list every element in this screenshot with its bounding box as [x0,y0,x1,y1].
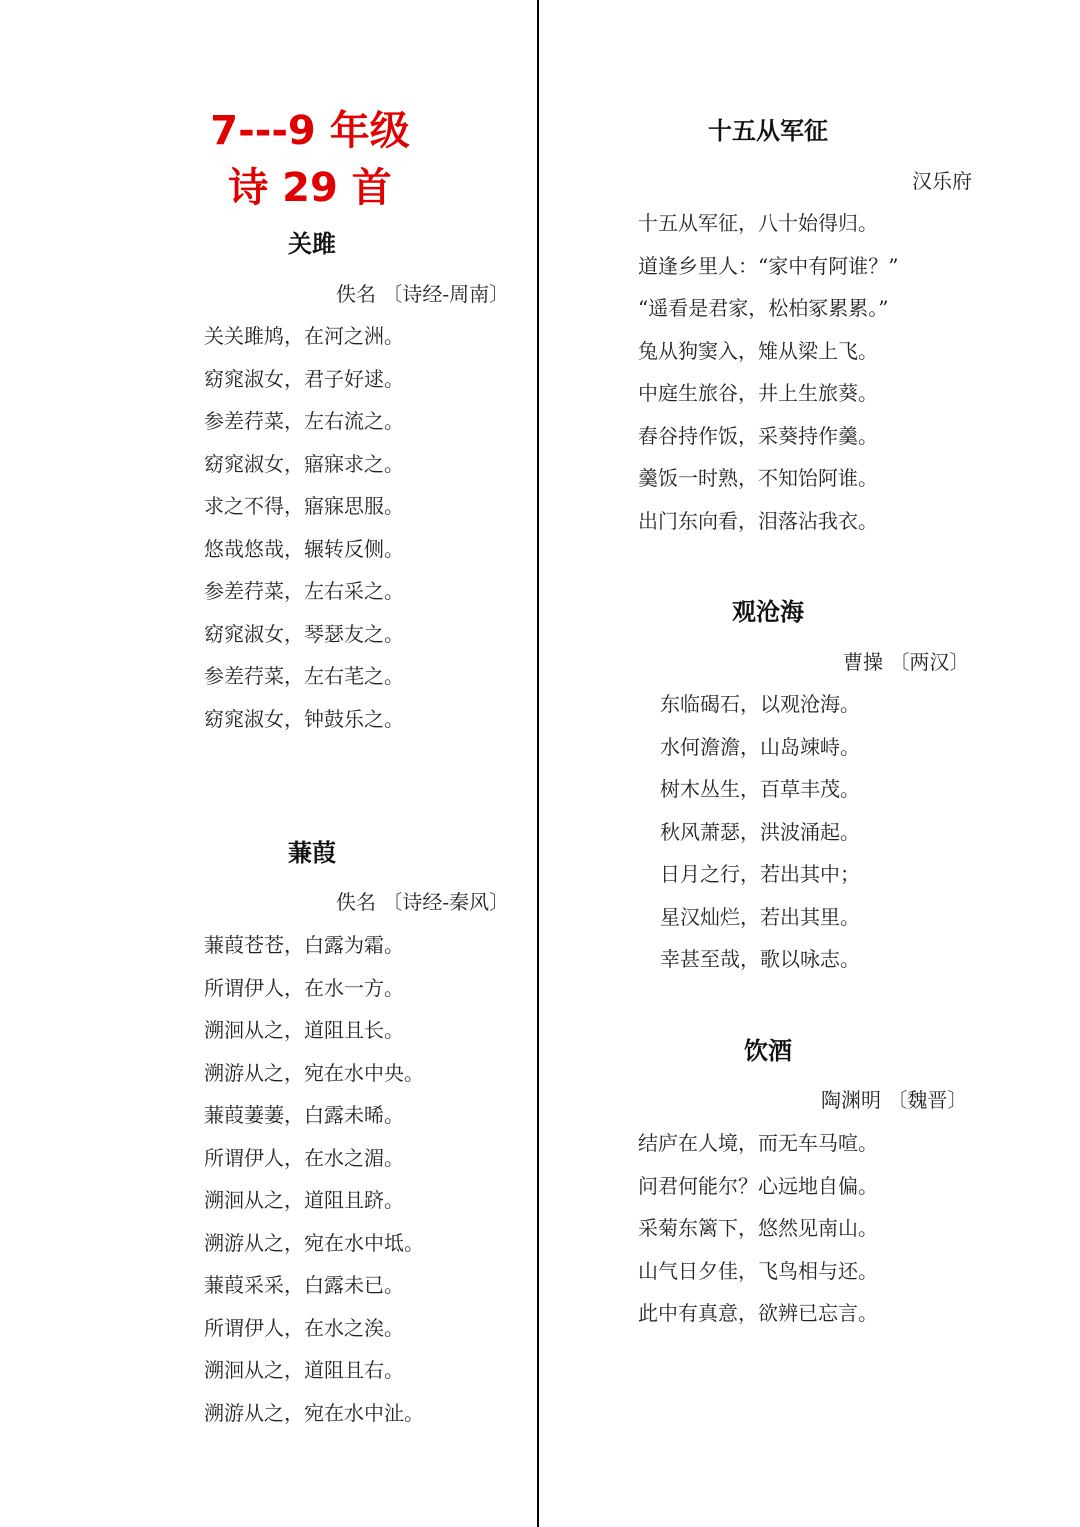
poem-author: 佚名 〔诗经-秦风〕 [336,890,510,914]
poem-lines [660,691,860,989]
poem-line: 窈窕淑女，君子好逑。 [204,366,404,391]
poem-line: 兔从狗窦入，雉从梁上飞。 [638,338,878,363]
poem-line: 溯游从之，宛在水中沚。 [204,1400,424,1425]
poem-author: 佚名 〔诗经-周南〕 [336,282,510,306]
poem-line: 溯洄从之，道阻且右。 [204,1358,404,1382]
poem-line: 参差荇菜，左右流之。 [204,409,404,433]
poem-line: 东临碣石，以观沧海。 [660,692,860,716]
poem-line: 溯游从之，宛在水中坻。 [204,1230,424,1255]
poem-title: 观沧海 [732,598,804,626]
poem-lines [638,210,898,550]
poem-line: 问君何能尔？心远地自偏。 [638,1173,878,1198]
poem-lines [204,323,404,748]
poem-line: 窈窕淑女，琴瑟友之。 [204,621,404,646]
poem-line: 所谓伊人，在水之湄。 [204,1145,404,1170]
poem-line: 树木丛生，百草丰茂。 [660,777,860,801]
poem-line: 蒹葭苍苍，白露为霜。 [204,933,404,957]
poem-line: 水何澹澹，山岛竦峙。 [660,734,860,759]
poem-line: 溯洄从之，道阻且长。 [204,1018,404,1042]
poem-line: 所谓伊人，在水之涘。 [204,1315,404,1340]
poem-line: 舂谷持作饭，采葵持作羹。 [638,423,878,448]
poem-line: 羹饭一时熟，不知饴阿谁。 [638,466,878,490]
poem-line: 悠哉悠哉，辗转反侧。 [204,536,404,561]
poem-line: 窈窕淑女，寤寐求之。 [204,451,404,476]
poem-line: 参差荇菜，左右采之。 [204,579,404,603]
poem-line: 溯洄从之，道阻且跻。 [204,1188,404,1212]
poem-title: 蒹葭 [288,839,336,867]
poem-line: 道逢乡里人：“家中有阿谁？” [638,253,899,278]
poem-author: 汉乐府 [912,169,972,193]
poem-line: 蒹葭萋萋，白露未晞。 [204,1103,404,1127]
poem-lines [204,932,424,1442]
poem-line: 中庭生旅谷，井上生旅葵。 [638,381,878,405]
poem-line: “遥看是君家，松柏冢累累。” [638,296,889,320]
poem-line: 关关雎鸠，在河之洲。 [204,324,404,348]
poem-line: 山气日夕佳，飞鸟相与还。 [638,1258,878,1283]
poem-title: 饮酒 [744,1037,792,1065]
poem-line: 幸甚至哉，歌以咏志。 [660,947,860,971]
poem-lines [638,1130,878,1343]
column-divider [537,0,539,1527]
poem-line: 出门东向看，泪落沾我衣。 [638,508,878,533]
poem-line: 此中有真意，欲辨已忘言。 [638,1301,878,1325]
poem-author: 曹操 〔两汉〕 [843,650,970,674]
poem-line: 求之不得，寤寐思服。 [204,494,404,518]
poem-line: 星汉灿烂，若出其里。 [660,904,860,929]
poem-title: 关雎 [288,230,336,258]
poem-line: 参差荇菜，左右芼之。 [204,664,404,688]
poem-line: 十五从军征，八十始得归。 [638,211,878,235]
page-title-line2: 诗 29 首 [228,165,392,211]
poem-author: 陶渊明 〔魏晋〕 [821,1088,968,1112]
poem-line: 溯游从之，宛在水中央。 [204,1060,424,1085]
poem-line: 所谓伊人，在水一方。 [204,975,404,1000]
poem-line: 结庐在人境，而无车马喧。 [638,1131,878,1155]
page-title-line1: 7---9 年级 [210,108,410,154]
poem-line: 窈窕淑女，钟鼓乐之。 [204,706,404,731]
poem-line: 秋风萧瑟，洪波涌起。 [660,819,860,844]
poem-line: 日月之行，若出其中； [660,862,860,886]
poem-line: 蒹葭采采，白露未已。 [204,1273,404,1297]
poem-line: 采菊东篱下，悠然见南山。 [638,1216,878,1240]
poem-title: 十五从军征 [708,117,828,145]
